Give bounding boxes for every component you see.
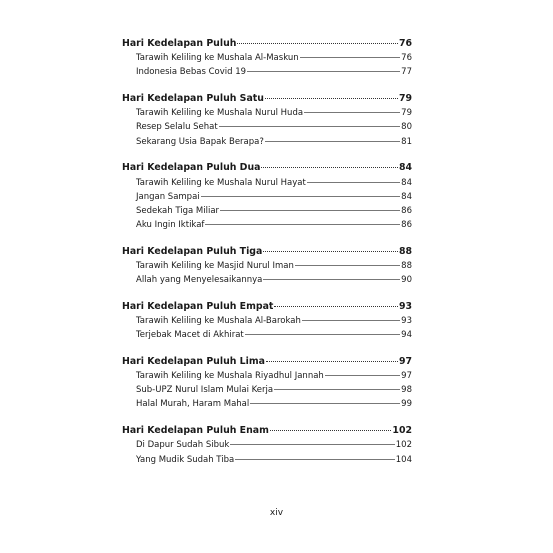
toc-subentry-title: Yang Mudik Sudah Tiba xyxy=(136,454,235,465)
dot-leader xyxy=(302,320,400,321)
page-number: xiv xyxy=(269,508,284,518)
dot-leader xyxy=(270,430,392,431)
toc-subentry[interactable] xyxy=(122,453,412,467)
dot-leader xyxy=(219,126,400,127)
toc-subentry[interactable] xyxy=(122,438,412,452)
toc-subentry-title: Sub-UPZ Nurul Islam Mulai Kerja xyxy=(136,385,274,396)
toc-chapter-entry[interactable] xyxy=(122,300,412,314)
toc-subentry-page-number: 84 xyxy=(401,177,412,188)
toc-subentry-page-number: 81 xyxy=(401,136,412,147)
toc-subentry[interactable] xyxy=(122,218,412,232)
toc-subentry[interactable] xyxy=(122,328,412,342)
toc-subentry[interactable] xyxy=(122,65,412,79)
toc-chapter-entry-title: Hari Kedelapan Puluh Satu xyxy=(122,93,264,105)
toc-chapter-entry-page-number: 102 xyxy=(392,425,412,437)
toc-subentry-page-number: 102 xyxy=(395,440,412,451)
toc-subentry-page-number: 97 xyxy=(401,371,412,382)
dot-leader xyxy=(245,334,400,335)
toc-section xyxy=(122,245,412,288)
toc-subentry-page-number: 94 xyxy=(401,330,412,341)
toc-section xyxy=(122,424,412,467)
toc-chapter-entry-page-number: 79 xyxy=(398,93,412,105)
toc-subentry-title: Terjebak Macet di Akhirat xyxy=(136,330,244,341)
toc-subentry-page-number: 93 xyxy=(401,316,412,326)
toc-subentry-title: Tarawih Keliling ke Mushala Al-Barokah xyxy=(136,316,301,326)
toc-chapter-entry-page-number: 88 xyxy=(398,245,412,257)
toc-section xyxy=(122,161,412,232)
toc-subentry[interactable] xyxy=(122,135,412,149)
toc-subentry[interactable] xyxy=(122,383,412,397)
dot-leader xyxy=(307,182,400,183)
dot-leader xyxy=(220,210,400,211)
toc-section xyxy=(122,355,412,412)
dot-leader xyxy=(230,444,394,445)
dot-leader xyxy=(274,389,400,390)
toc-chapter-entry-page-number: 93 xyxy=(398,300,412,312)
toc-chapter-entry-page-number: 84 xyxy=(398,162,412,174)
dot-leader xyxy=(265,141,400,142)
toc-subentry-title: Di Dapur Sudah Sibuk xyxy=(136,440,230,451)
toc-chapter-entry[interactable] xyxy=(122,92,412,106)
dot-leader xyxy=(237,43,398,44)
toc-subentry-page-number: 99 xyxy=(401,399,412,410)
dot-leader xyxy=(263,251,398,252)
toc-subentry-title: Tarawih Keliling ke Masjid Nurul Iman xyxy=(136,260,294,271)
toc-subentry-title: Tarawih Keliling ke Mushala Nurul Hayat xyxy=(136,177,306,188)
toc-subentry-page-number: 76 xyxy=(401,53,412,64)
dot-leader xyxy=(295,265,400,266)
toc-subentry-title: Tarawih Keliling ke Mushala Al-Maskun xyxy=(136,53,299,64)
toc-chapter-entry-title: Hari Kedelapan Puluh Dua xyxy=(122,162,261,174)
toc-subentry[interactable] xyxy=(122,204,412,218)
toc-subentry-title: Sekarang Usia Bapak Berapa? xyxy=(136,136,264,147)
toc-subentry[interactable] xyxy=(122,106,412,120)
toc-subentry-title: Tarawih Keliling ke Mushala Nurul Huda xyxy=(136,108,304,119)
dot-leader xyxy=(274,306,398,307)
toc-subentry[interactable] xyxy=(122,259,412,273)
dot-leader xyxy=(201,196,401,197)
toc-subentry[interactable] xyxy=(122,397,412,411)
table-of-contents xyxy=(122,37,412,479)
dot-leader xyxy=(235,459,395,460)
toc-subentry-page-number: 90 xyxy=(401,275,412,286)
toc-subentry-page-number: 84 xyxy=(401,191,412,202)
toc-subentry[interactable] xyxy=(122,369,412,383)
dot-leader xyxy=(300,57,401,58)
toc-chapter-entry[interactable] xyxy=(122,37,412,51)
toc-subentry[interactable] xyxy=(122,120,412,134)
toc-subentry-page-number: 79 xyxy=(401,108,412,119)
toc-chapter-entry[interactable] xyxy=(122,424,412,438)
toc-chapter-entry-title: Hari Kedelapan Puluh xyxy=(122,38,237,49)
dot-leader xyxy=(250,403,400,404)
toc-subentry-title: Indonesia Bebas Covid 19 xyxy=(136,67,247,78)
toc-subentry-title: Allah yang Menyelesaikannya xyxy=(136,275,263,286)
dot-leader xyxy=(265,98,398,99)
toc-chapter-entry[interactable] xyxy=(122,161,412,175)
toc-chapter-entry-page-number: 97 xyxy=(398,355,412,367)
toc-subentry-page-number: 88 xyxy=(401,260,412,271)
toc-chapter-entry-title: Hari Kedelapan Puluh Lima xyxy=(122,355,265,367)
toc-chapter-entry[interactable] xyxy=(122,355,412,369)
toc-subentry-page-number: 104 xyxy=(395,454,412,465)
toc-subentry-page-number: 86 xyxy=(401,220,412,231)
toc-subentry[interactable] xyxy=(122,190,412,204)
dot-leader xyxy=(325,375,400,376)
toc-chapter-entry-title: Hari Kedelapan Puluh Tiga xyxy=(122,245,263,257)
toc-subentry-page-number: 77 xyxy=(401,67,412,78)
dot-leader xyxy=(263,279,400,280)
toc-subentry-page-number: 98 xyxy=(401,385,412,396)
toc-chapter-entry-title: Hari Kedelapan Puluh Enam xyxy=(122,425,269,437)
toc-subentry[interactable] xyxy=(122,314,412,328)
toc-subentry-title: Jangan Sampai xyxy=(136,191,200,202)
dot-leader xyxy=(261,167,397,168)
toc-section xyxy=(122,92,412,149)
toc-section xyxy=(122,300,412,343)
toc-subentry-title: Aku Ingin Iktikaf xyxy=(136,220,205,231)
toc-section xyxy=(122,37,412,80)
toc-subentry[interactable] xyxy=(122,273,412,287)
dot-leader xyxy=(247,71,400,72)
toc-subentry[interactable] xyxy=(122,51,412,65)
toc-subentry-title: Tarawih Keliling ke Mushala Riyadhul Jannah xyxy=(136,371,324,382)
toc-chapter-entry[interactable] xyxy=(122,245,412,259)
toc-subentry-title: Sedekah Tiga Miliar xyxy=(136,205,220,216)
toc-chapter-entry-page-number: 76 xyxy=(398,38,412,49)
dot-leader xyxy=(304,112,400,113)
dot-leader xyxy=(205,224,400,225)
toc-subentry-page-number: 86 xyxy=(401,205,412,216)
toc-subentry-page-number: 80 xyxy=(401,122,412,133)
toc-subentry[interactable] xyxy=(122,176,412,190)
dot-leader xyxy=(266,361,398,362)
toc-chapter-entry-title: Hari Kedelapan Puluh Empat xyxy=(122,300,274,312)
toc-subentry-title: Resep Selalu Sehat xyxy=(136,122,218,133)
toc-subentry-title: Halal Murah, Haram Mahal xyxy=(136,399,250,410)
